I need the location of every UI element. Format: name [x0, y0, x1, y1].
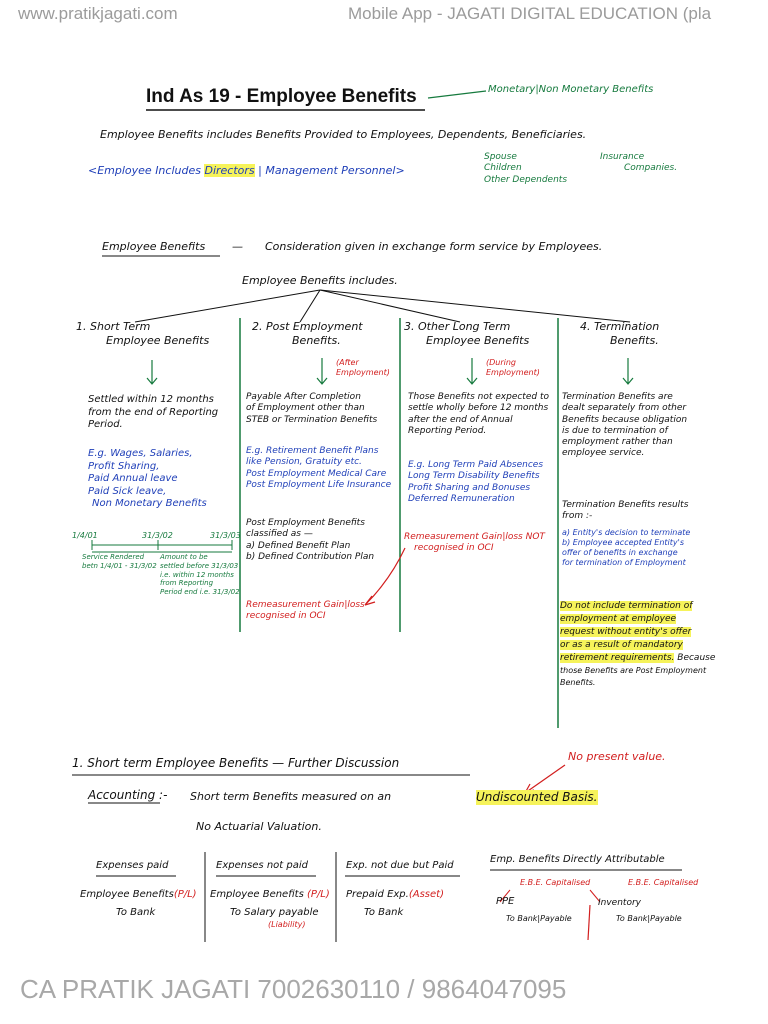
c2-header-2: Benefits.: [292, 333, 341, 347]
c1-examples: [88, 448, 207, 511]
c3-body-line: after the end of Annual: [408, 414, 513, 425]
beneficiary-item: Companies.: [624, 163, 678, 174]
c4-exclusion-tail: Benefits.: [560, 677, 596, 687]
c3-note: [486, 358, 540, 378]
entry-credit: To Bank: [116, 907, 156, 918]
undiscounted-basis: Undiscounted Basis.: [476, 790, 598, 804]
entry-expenses-not-paid: [210, 860, 330, 930]
c1-example: Paid Annual leave: [88, 473, 178, 484]
attrib-right-debit: Inventory: [598, 898, 641, 908]
section-heading: 1. Short term Employee Benefits — Further Discussion: [72, 756, 400, 770]
entry-head: Expenses not paid: [216, 860, 308, 871]
attrib-left-debit: PPE: [496, 896, 515, 907]
c4-body-line: employment rather than: [562, 437, 673, 447]
c4-header-1: 4. Termination: [580, 320, 660, 333]
watermark-contact: CA PRATIK JAGATI 7002630110 / 9864047095: [20, 974, 567, 1004]
c2-example: like Pension, Gratuity etc.: [246, 457, 362, 468]
c2-remeasure-line: recognised in OCI: [246, 611, 326, 622]
entry-head: Exp. not due but Paid: [346, 860, 454, 871]
c2-header-1: 2. Post Employment: [252, 320, 363, 333]
c4-results-line: from :-: [562, 511, 593, 522]
timeline-note-line: Period end i.e. 31/3/02: [160, 588, 240, 596]
c3-body: [408, 392, 549, 437]
c2-classified-line: b) Defined Contribution Plan: [246, 551, 375, 562]
no-actuarial: No Actuarial Valuation.: [196, 820, 322, 833]
entry-debit: Employee Benefits: [80, 888, 174, 900]
includes-post: | Management Personnel>: [258, 164, 405, 177]
timeline-mid: 31/3/02: [142, 531, 173, 540]
page-title: Ind As 19 - Employee Benefits: [146, 86, 417, 107]
timeline-note-line: Service Rendered: [82, 553, 145, 561]
c2-remeasure: [246, 600, 365, 623]
c3-remeasure-line: Remeasurement Gain|loss NOT: [404, 532, 545, 542]
entry-credit-tag: (Liability): [268, 919, 306, 929]
accounting-text: Short term Benefits measured on an: [190, 790, 392, 803]
c3-examples: [408, 460, 543, 505]
c3-example: Profit Sharing and Bonuses: [408, 482, 531, 493]
timeline-note-line: settled before 31/3/03: [160, 561, 239, 570]
dependent-item: Other Dependents: [484, 174, 568, 185]
c4-body-line: Termination Benefits are: [562, 392, 673, 402]
c4-exclusion-highlight: or as a result of mandatory: [560, 640, 683, 651]
column-termination: [580, 320, 730, 348]
includes-highlight: Directors: [204, 164, 255, 177]
title-note: Monetary|Non Monetary Benefits: [488, 84, 654, 95]
c2-example: E.g. Retirement Benefit Plans: [246, 446, 379, 456]
timeline-note-line: from Reporting: [160, 579, 214, 588]
c3-remeasure: [404, 532, 545, 555]
c2-note-line: Employment): [336, 368, 390, 377]
c1-example: Non Monetary Benefits: [92, 498, 207, 509]
entry-debit: Employee Benefits: [210, 888, 304, 900]
beneficiary-item: Insurance: [600, 152, 645, 162]
c3-body-line: Reporting Period.: [408, 425, 487, 436]
entry-debit-tag: (Asset): [408, 888, 444, 900]
c2-classified-line: Post Employment Benefits: [246, 518, 365, 528]
definition-term: Employee Benefits: [102, 240, 206, 253]
timeline-right-note: [160, 553, 240, 597]
no-present-value-note: No present value.: [568, 750, 666, 763]
entry-head: Expenses paid: [96, 860, 169, 871]
c3-body-line: Those Benefits not expected to: [408, 392, 549, 402]
c4-exclusion-highlight: Do not include termination of: [560, 601, 693, 611]
c4-result-item: a) Entity's decision to terminate: [562, 528, 691, 537]
accounting-label: Accounting :-: [88, 788, 168, 802]
c2-classified-line: classified as —: [246, 529, 313, 540]
c2-body-line: Payable After Completion: [246, 392, 361, 402]
c4-body: [562, 392, 687, 460]
entry-debit: Prepaid Exp.: [346, 888, 409, 900]
column-short-term: [76, 320, 226, 348]
c2-body: [246, 392, 377, 426]
c2-body-line: STEB or Termination Benefits: [246, 414, 378, 425]
beneficiaries-list: [600, 152, 677, 175]
c4-exclusion-highlight: retirement requirements.: [560, 653, 675, 664]
attrib-heading: Emp. Benefits Directly Attributable: [490, 854, 665, 865]
c3-body-line: settle wholly before 12 months: [408, 403, 549, 414]
includes-pre: <Employee Includes: [88, 164, 201, 177]
c1-header-2: Employee Benefits: [106, 333, 210, 347]
c1-body-line: Period.: [88, 419, 123, 430]
c4-exclusion-highlight: employment at employee: [560, 614, 677, 625]
c4-results-line: Termination Benefits results: [562, 500, 689, 510]
attrib-left-tag: E.B.E. Capitalised: [520, 878, 591, 887]
c4-exclusion-tail: Because: [677, 653, 716, 664]
c3-note-line: (During: [486, 358, 517, 367]
entry-expenses-paid: [80, 860, 197, 920]
c2-note: [336, 358, 390, 378]
c4-header-2: Benefits.: [610, 333, 659, 347]
c3-note-line: Employment): [486, 368, 540, 377]
c2-examples: [246, 446, 391, 491]
c4-exclusion-tail: those Benefits are Post Employment: [560, 666, 707, 676]
c1-example: Profit Sharing,: [88, 460, 160, 472]
c2-remeasure-line: Remeasurement Gain|loss: [246, 600, 365, 610]
c4-result-item: b) Employee accepted Entity's: [562, 538, 685, 547]
dependent-item: Children: [484, 163, 522, 174]
entry-credit: To Salary payable: [230, 907, 319, 918]
c4-body-line: employee service.: [562, 448, 645, 459]
timeline-note-line: betn 1/4/01 - 31/3/02: [82, 561, 157, 570]
timeline-start: 1/4/01: [72, 531, 98, 540]
dependent-item: Spouse: [484, 152, 517, 162]
entry-debit-tag: (P/L): [173, 888, 197, 900]
timeline-note-line: i.e. within 12 months: [160, 570, 234, 579]
c2-classified-line: a) Defined Benefit Plan: [246, 540, 351, 551]
c4-results: [562, 500, 688, 523]
watermark-app: Mobile App - JAGATI DIGITAL EDUCATION (pla: [348, 4, 712, 23]
c4-body-line: Benefits because obligation: [562, 414, 688, 425]
c3-example: Deferred Remuneration: [408, 493, 515, 504]
attrib-right-credit: To Bank|Payable: [616, 914, 682, 923]
c4-exclusion: [560, 600, 715, 688]
intro-line: Employee Benefits includes Benefits Provided to Employees, Dependents, Beneficiaries.: [100, 128, 587, 141]
c1-body-line: Settled within 12 months: [88, 394, 214, 405]
c4-result-item: for termination of Employment: [562, 558, 686, 567]
column-other-long-term: [404, 320, 554, 348]
tree-root: Employee Benefits includes.: [242, 274, 398, 287]
c4-exclusion-highlight: request without entity's offer: [560, 627, 692, 638]
c3-example: Long Term Disability Benefits: [408, 471, 540, 482]
c2-note-line: (After: [336, 358, 359, 367]
c3-remeasure-line: recognised in OCI: [414, 543, 494, 554]
entry-credit: To Bank: [364, 907, 404, 918]
attrib-left-credit: To Bank|Payable: [506, 914, 572, 923]
c1-body: [88, 394, 218, 432]
intro-includes: [88, 164, 405, 178]
c4-body-line: dealt separately from other: [562, 403, 687, 414]
column-post-employment: [252, 320, 402, 348]
c2-body-line: of Employment other than: [246, 403, 365, 414]
attrib-right-tag: E.B.E. Capitalised: [628, 878, 699, 887]
timeline-left-note: [82, 553, 157, 571]
entry-prepaid: [346, 860, 454, 920]
c1-body-line: from the end of Reporting: [88, 406, 219, 418]
c1-example: E.g. Wages, Salaries,: [88, 448, 193, 459]
entry-debit-tag: (P/L): [307, 888, 330, 900]
definition-text: Consideration given in exchange form service by Employees.: [265, 240, 603, 253]
c4-results-items: [562, 528, 690, 568]
c1-example: Paid Sick leave,: [88, 485, 167, 497]
c2-example: Post Employment Life Insurance: [246, 479, 392, 490]
timeline-end: 31/3/03: [210, 531, 241, 540]
c2-classified: [246, 518, 374, 563]
timeline-note-line: Amount to be: [160, 553, 208, 561]
c2-example: Post Employment Medical Care: [246, 468, 387, 479]
c3-header-2: Employee Benefits: [426, 333, 530, 347]
watermark-website: www.pratikjagati.com: [18, 4, 178, 23]
c4-body-line: is due to termination of: [562, 425, 668, 436]
c3-header-1: 3. Other Long Term: [404, 320, 511, 333]
definition-dash: —: [232, 240, 243, 253]
dependents-list: [484, 152, 567, 186]
c1-header-1: 1. Short Term: [76, 320, 151, 333]
c4-result-item: offer of benefits in exchange: [562, 548, 678, 557]
c3-example: E.g. Long Term Paid Absences: [408, 460, 544, 470]
